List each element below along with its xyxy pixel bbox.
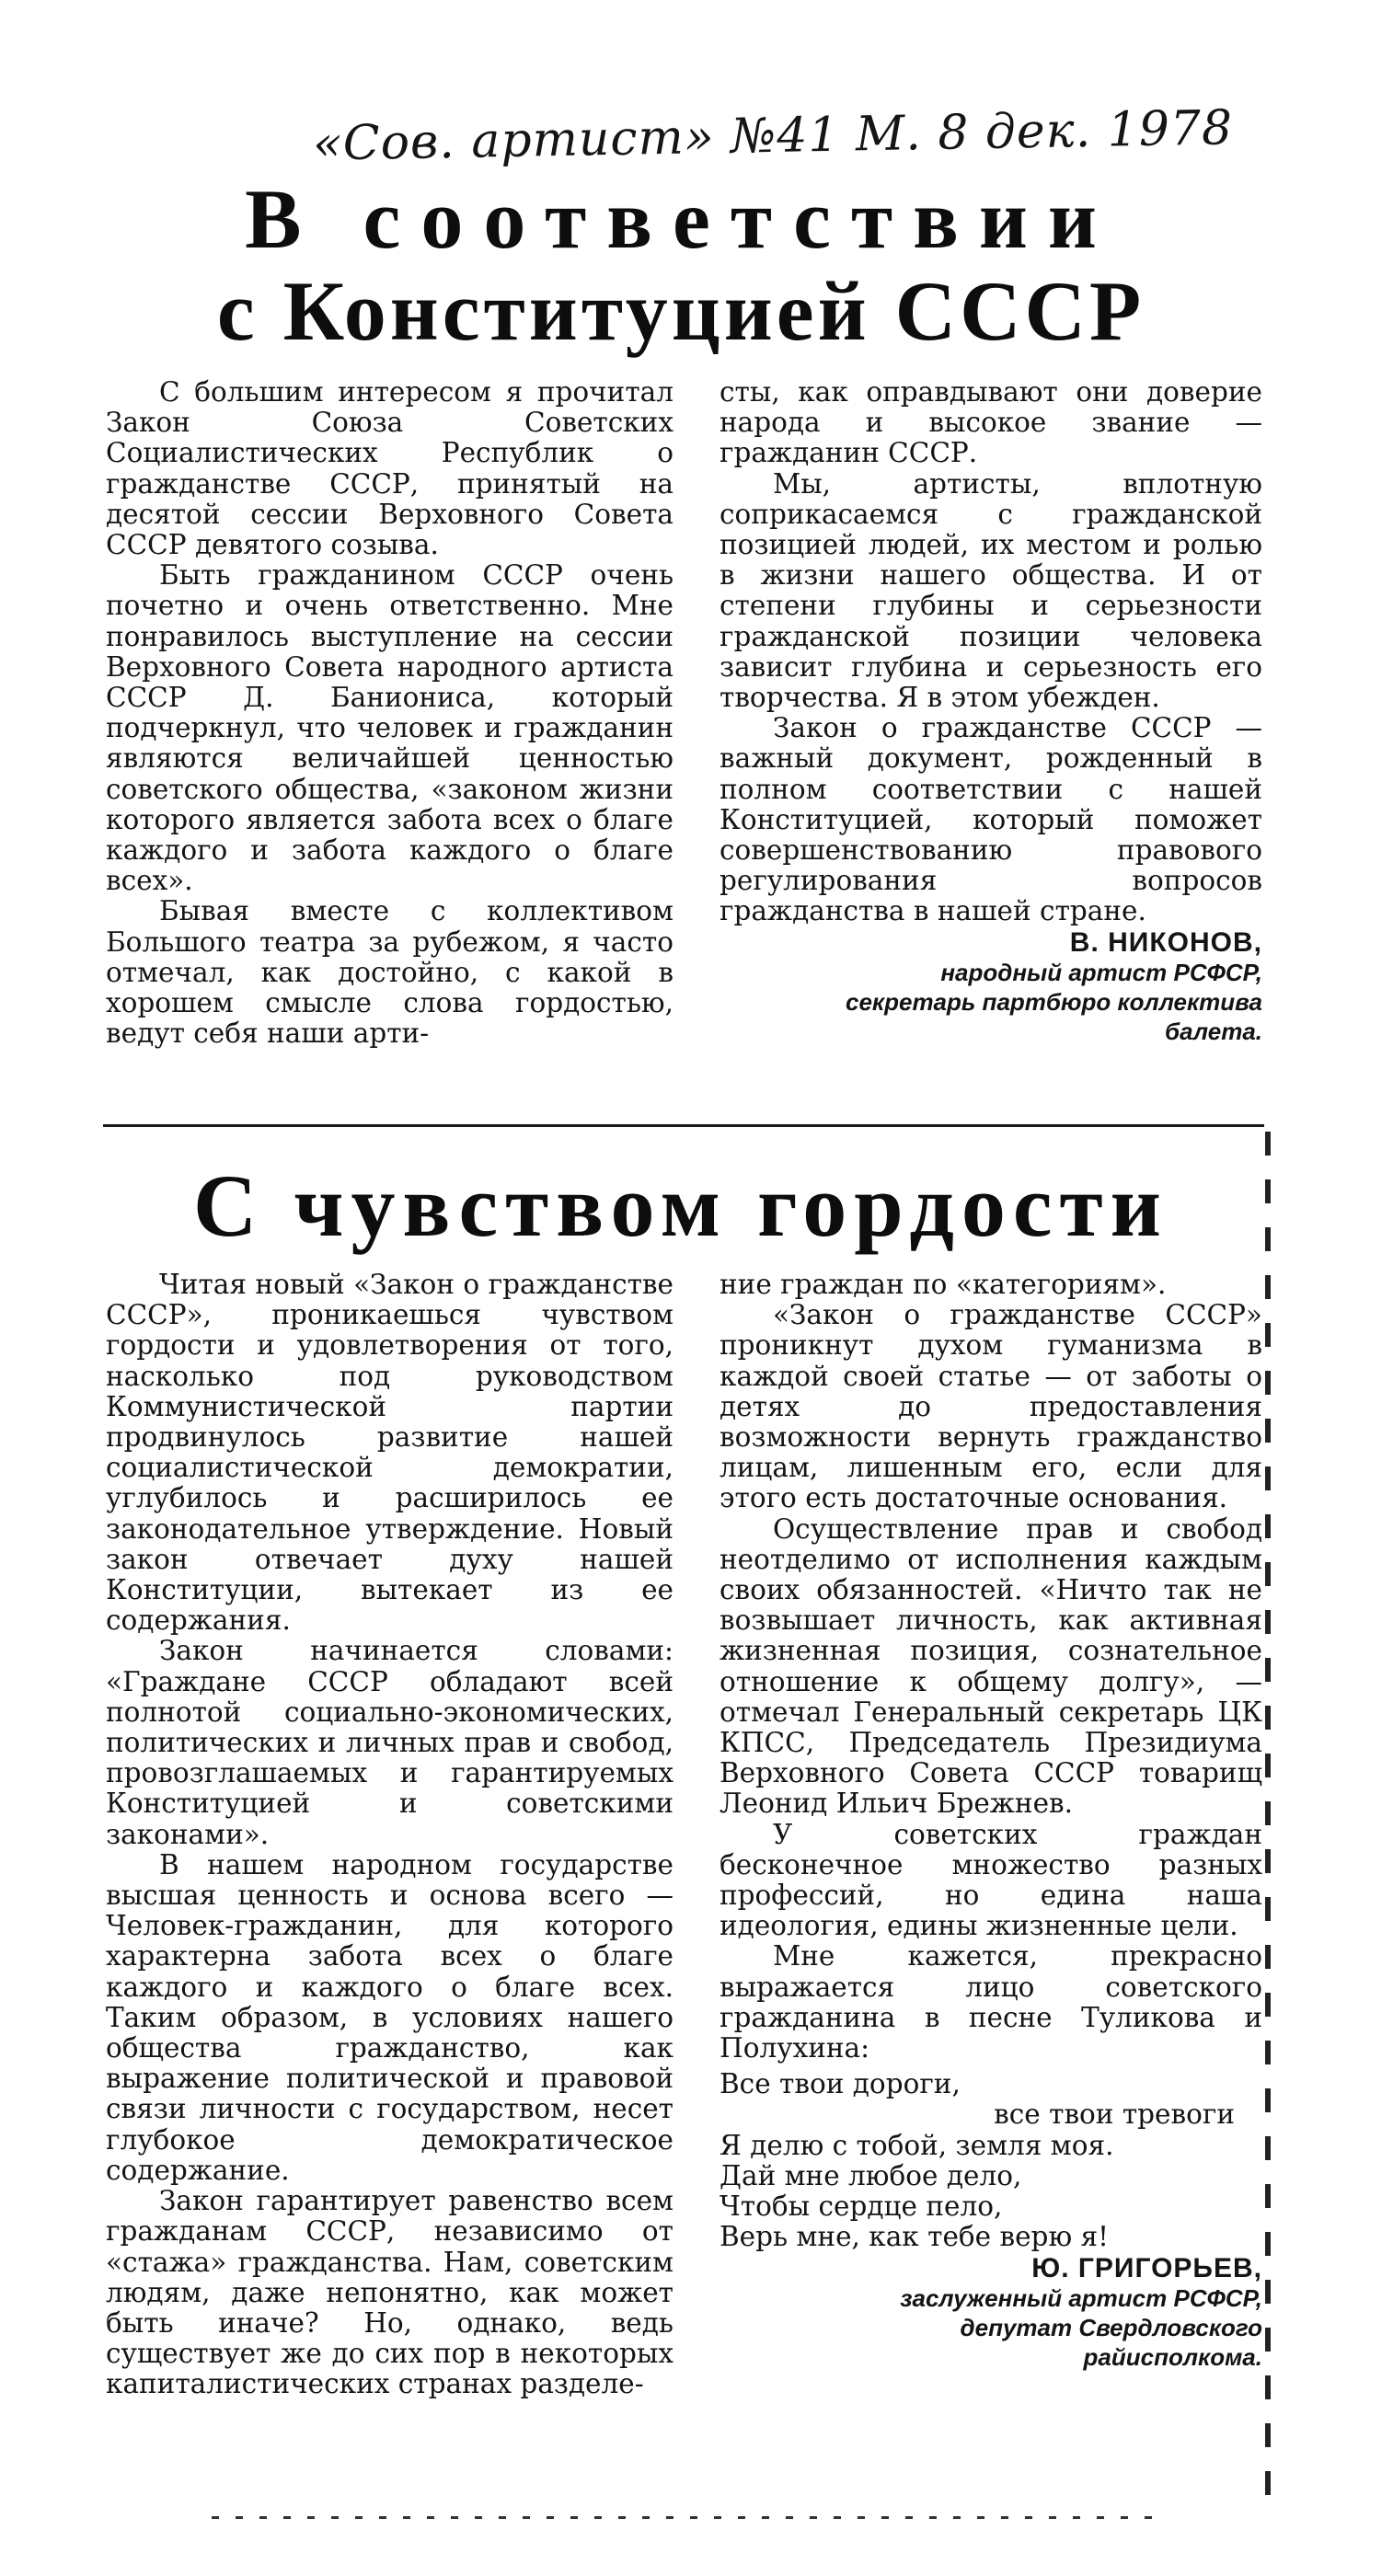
article1-title-line1: В соответствии (245, 172, 1117, 266)
article1-title-line2: с Конституцией СССР (216, 264, 1145, 358)
article2-paragraph: Закон начинается словами: «Граждане СССР обладают всей полнотой социально-экономических, политических и личных прав и свобод, провозглашаемых и гарантируемых Конституцией и советскими законами». (106, 1635, 673, 1850)
author-title: заслуженный артист РСФСР, (900, 2283, 1262, 2312)
poem-line: Чтобы сердце пело, (720, 2191, 1003, 2223)
author-title: райисполкома. (1083, 2342, 1262, 2371)
article1-paragraph: сты, как оправдывают они доверие народа и высокое звание — гражданин СССР. (720, 376, 1262, 469)
article2-paragraph: Закон гарантирует равенство всем гражданам СССР, независимо от «стажа» гражданства. Нам, советским людям, даже непонятно, как может быть иначе? Но, однако, ведь существует же до сих пор в некоторых капиталистических странах разделе- (106, 2185, 673, 2400)
poem-line: Все твои дороги, (720, 2068, 961, 2100)
article1-paragraph: С большим интересом я прочитал Закон Союза Советских Социалистических Республик о гражданстве СССР, принятый на десятой сессии Верховного Совета СССР девятого созыва. (106, 376, 673, 561)
article1-signature (720, 927, 1262, 1046)
author-title: балета. (1165, 1017, 1262, 1045)
article2-signature (720, 2253, 1262, 2372)
article1-paragraph: Бывая вместе с коллективом Большого театра за рубежом, я часто отмечал, как достойно, с какой в хорошем смысле слова гордостью, ведут себя наши арти- (106, 895, 673, 1050)
author-title: народный артист РСФСР, (940, 958, 1262, 986)
article2-paragraph: Читая новый «Закон о гражданстве СССР», проникаешься чувством гордости и удовлетворения от того, насколько под руководством Коммунистической партии продвинулось развитие нашей социалистической демократии, углубилось и расширилось ее законодательное утверждение. Новый закон отвечает духу нашей Конституции, вытекает из ее содержания. (106, 1269, 673, 1637)
article2-paragraph: У советских граждан бесконечное множество разных профессий, но едина наша идеология, едины жизненные цели. (720, 1818, 1262, 1942)
article2-paragraph: «Закон о гражданстве СССР» проникнут духом гуманизма в каждой своей статье — от заботы о детях до предоставления возможности вернуть гражданство лицам, лишенным его, если для этого есть достаточные основания. (720, 1299, 1262, 1514)
article1-column-left (106, 377, 673, 1049)
article2-column-right (720, 1270, 1262, 2372)
article2-paragraph: В нашем народном государстве высшая ценность и основа всего — Человек-гражданин, для которого характерна забота всех о благе каждого и каждого о благе всех. Таким образом, в условиях нашего общества гражданство, как выражение политической и правовой связи личности с государством, несет глубокое демократическое содержание. (106, 1848, 673, 2186)
article2-paragraph: Мне кажется, прекрасно выражается лицо советского гражданина в песне Туликова и Полухина: (720, 1940, 1262, 2064)
article1-paragraph: Мы, артисты, вплотную соприкасаемся с гражданской позицией людей, их местом и ролью в жизни нашего общества. И от степени глубины и серьезности гражданской позиции человека зависит глубина и серьезность его творчества. Я в этом убежден. (720, 467, 1262, 714)
article2-paragraph: ние граждан по «категориям». (720, 1269, 1167, 1300)
article1-paragraph: Быть гражданином СССР очень почетно и очень ответственно. Мне понравилось выступление на сессии Верховного Совета народного артиста СССР Д. Баниониса, который подчеркнул, что человек и гражданин являются величайшей ценностью советского общества, «законом жизни которого является забота всех о благе каждого и забота каждого о благе всех». (106, 559, 673, 897)
margin-scan-marks (1265, 1132, 1271, 2512)
author-name: Ю. ГРИГОРЬЕВ, (1031, 2252, 1262, 2283)
bottom-scan-marks (212, 2516, 1169, 2519)
article1-paragraph: Закон о гражданстве СССР — важный документ, рожденный в полном соответствии с нашей Конституцией, который поможет совершенствованию правового регулирования вопросов гражданства в нашей стране. (720, 712, 1262, 927)
poem-line: Верь мне, как тебе верю я! (720, 2221, 1109, 2253)
article2-title: С чувством гордости (193, 1156, 1169, 1255)
author-title: секретарь партбюро коллектива (846, 987, 1262, 1016)
section-divider (103, 1124, 1264, 1127)
article2-column-left (106, 1270, 673, 2400)
author-title: депутат Свердловского (960, 2313, 1262, 2341)
poem-line: Я делю с тобой, земля моя. (720, 2129, 1114, 2161)
article2-paragraph: Осуществление прав и свобод неотделимо от исполнения каждым своих обязанностей. «Ничто так не возвышает личность, как активная жизненная позиция, сознательное отношение к общему долгу», — отмечал Генеральный секретарь ЦК КПСС, Председатель Президиума Верховного Совета СССР товарищ Леонид Ильич Брежнев. (720, 1512, 1262, 1820)
song-quote (720, 2069, 1262, 2252)
handwritten-source-note: «Сов. артист» №41 М. 8 дек. 1978 (312, 100, 1234, 172)
poem-line: все твои тревоги (994, 2099, 1235, 2131)
poem-line: Дай мне любое дело, (720, 2159, 1022, 2191)
author-name: В. НИКОНОВ, (1069, 926, 1262, 958)
article1-column-right (720, 377, 1262, 1046)
